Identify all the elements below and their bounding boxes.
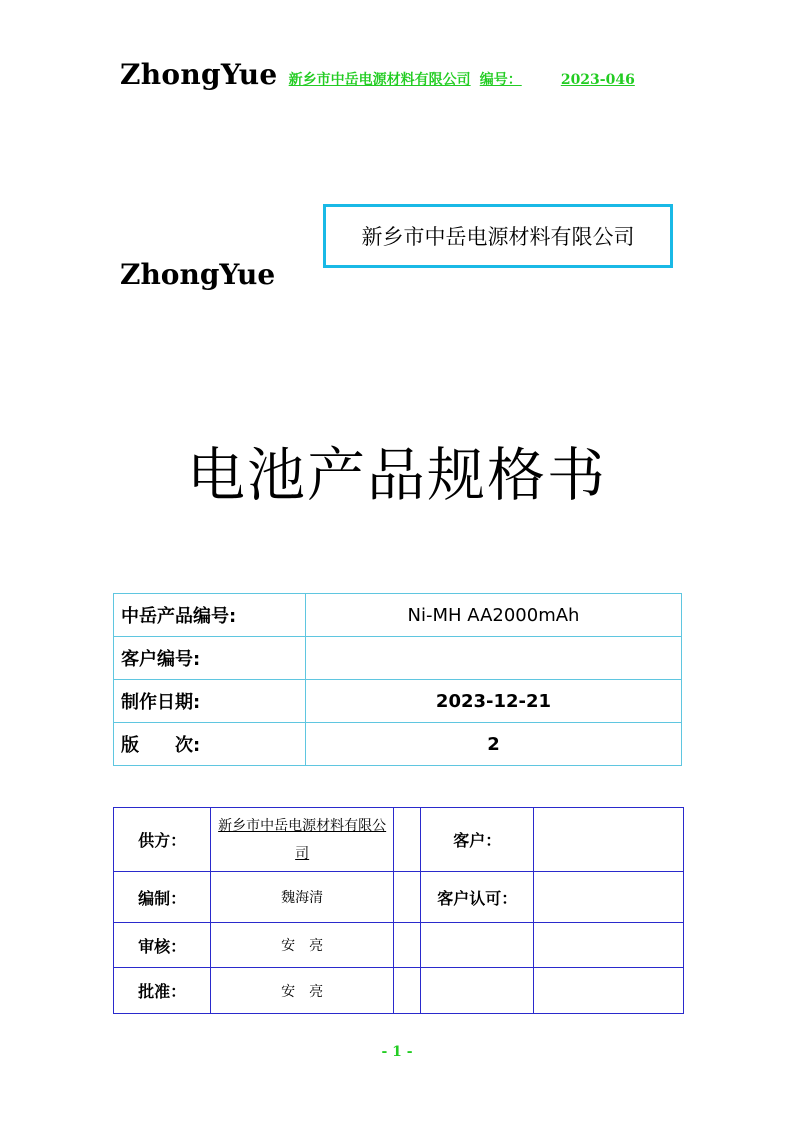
company-name-box: 新乡市中岳电源材料有限公司	[323, 204, 673, 268]
date-label: 制作日期:	[114, 680, 306, 723]
approved-value: 安 亮	[211, 968, 394, 1014]
header-number-label: 编号：	[479, 72, 522, 88]
product-info-table	[113, 593, 682, 766]
table-row	[114, 680, 682, 723]
customer-number-value	[306, 637, 682, 680]
table-row	[114, 637, 682, 680]
reviewed-value: 安 亮	[211, 923, 394, 968]
approved-label: 批准：	[114, 968, 211, 1014]
empty-cell	[421, 968, 534, 1014]
table-row	[114, 968, 684, 1014]
table-row	[114, 723, 682, 766]
product-number-value: Ni-MH AA2000mAh	[306, 594, 682, 637]
customer-approval-label: 客户认可：	[421, 872, 534, 923]
supplier-value-cell	[211, 808, 394, 872]
spacer-cell	[393, 808, 420, 872]
approval-table	[113, 807, 684, 1014]
prepared-label: 编制：	[114, 872, 211, 923]
version-label: 版 次:	[114, 723, 306, 766]
header-document-number: 2023-046	[560, 72, 635, 88]
page-number: - 1 -	[381, 1044, 413, 1060]
version-value: 2	[306, 723, 682, 766]
header-brand: ZhongYue	[120, 58, 278, 91]
empty-cell	[421, 923, 534, 968]
product-number-label: 中岳产品编号:	[114, 594, 306, 637]
header-company-name: 新乡市中岳电源材料有限公司	[288, 72, 471, 88]
table-row	[114, 872, 684, 923]
document-title: 电池产品规格书	[186, 441, 607, 509]
date-value: 2023-12-21	[306, 680, 682, 723]
page-header	[120, 58, 635, 91]
table-row	[114, 594, 682, 637]
empty-cell	[534, 923, 684, 968]
empty-cell	[534, 968, 684, 1014]
customer-number-label: 客户编号:	[114, 637, 306, 680]
spacer-cell	[393, 872, 420, 923]
spacer-cell	[393, 968, 420, 1014]
customer-approval-value	[534, 872, 684, 923]
prepared-value: 魏海清	[211, 872, 394, 923]
brand-logo-text: ZhongYue	[120, 258, 276, 291]
customer-label: 客户：	[421, 808, 534, 872]
supplier-value: 新乡市中岳电源材料有限公司	[218, 817, 387, 862]
spacer-cell	[393, 923, 420, 968]
customer-value	[534, 808, 684, 872]
table-row	[114, 808, 684, 872]
table-row	[114, 923, 684, 968]
supplier-label: 供方：	[114, 808, 211, 872]
reviewed-label: 审核：	[114, 923, 211, 968]
